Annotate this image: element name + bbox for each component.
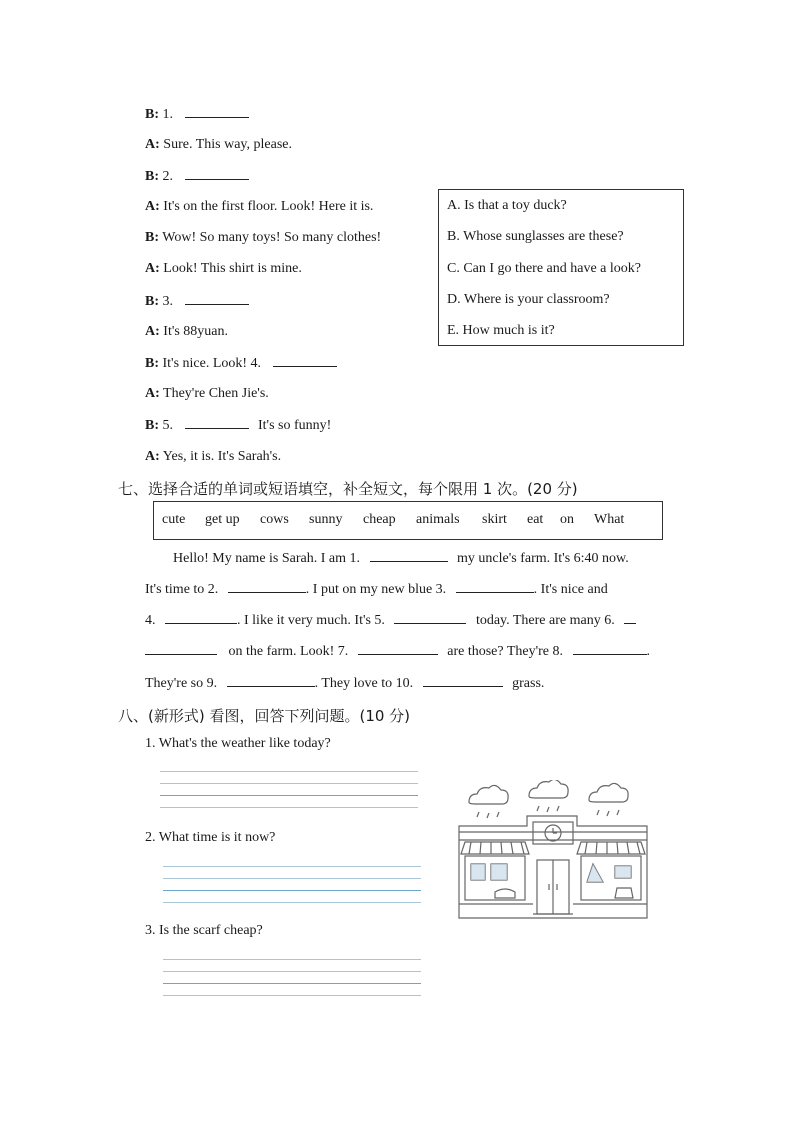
- dialog-text: It's nice. Look! 4.: [162, 356, 262, 371]
- option-d: D. Where is your classroom?: [447, 292, 610, 307]
- speaker: A:: [145, 137, 160, 152]
- writing-line[interactable]: [163, 866, 421, 867]
- passage-text: 4.: [145, 613, 156, 628]
- item-number: 1.: [162, 107, 173, 122]
- dialog-line-5: [145, 229, 381, 247]
- dialog-line-12: [145, 448, 281, 466]
- writing-line[interactable]: [163, 983, 421, 984]
- writing-line[interactable]: [163, 995, 421, 996]
- passage-text: They're so 9.: [145, 676, 218, 691]
- dialog-line-3: [145, 167, 249, 186]
- speaker: B:: [145, 294, 159, 309]
- word-bank-item: cows: [260, 512, 289, 527]
- speaker: A:: [145, 324, 160, 339]
- speaker: A:: [145, 199, 160, 214]
- passage-text: It's time to 2.: [145, 582, 219, 597]
- options-box: [438, 189, 684, 346]
- answer-blank[interactable]: [273, 354, 337, 367]
- answer-blank[interactable]: [185, 105, 249, 118]
- word-bank-item: skirt: [482, 512, 507, 527]
- writing-line[interactable]: [163, 890, 421, 891]
- speaker: A:: [145, 261, 160, 276]
- speaker: B:: [145, 418, 159, 433]
- passage-text: Hello! My name is Sarah. I am 1.: [173, 551, 361, 566]
- fill-blank-1[interactable]: [370, 549, 448, 562]
- passage-text: are those? They're 8.: [447, 644, 564, 659]
- passage-text: . I like it very much. It's 5.: [237, 613, 385, 628]
- option-c: C. Can I go there and have a look?: [447, 261, 641, 276]
- word-bank-item: animals: [416, 512, 460, 527]
- dialog-text: It's on the first floor. Look! Here it is.: [163, 199, 374, 214]
- dialog-line-7: [145, 292, 249, 311]
- dialog-text: They're Chen Jie's.: [163, 386, 269, 401]
- section8-title: 八、(新形式) 看图，回答下列问题。(10 分): [118, 707, 411, 725]
- rain-cloud-icon: [589, 783, 628, 816]
- word-bank: [153, 501, 663, 540]
- passage-text: on the farm. Look! 7.: [228, 644, 349, 659]
- option-a: A. Is that a toy duck?: [447, 198, 567, 213]
- passage-line-2: [145, 580, 608, 598]
- dialog-text: It's so funny!: [258, 418, 332, 433]
- passage-text: . It's nice and: [533, 582, 608, 597]
- speaker: B:: [145, 107, 159, 122]
- writing-line[interactable]: [160, 795, 418, 796]
- dialog-line-8: [145, 323, 228, 341]
- word-bank-item: get up: [205, 512, 240, 527]
- dialog-text: Sure. This way, please.: [163, 137, 292, 152]
- rain-cloud-icon: [469, 785, 508, 818]
- item-number: 3.: [162, 294, 173, 309]
- speaker: B:: [145, 230, 159, 245]
- store-illustration: [457, 780, 649, 920]
- passage-text: grass.: [512, 676, 545, 691]
- item-number: 2.: [162, 169, 173, 184]
- passage-text: . They love to 10.: [314, 676, 414, 691]
- option-b: B. Whose sunglasses are these?: [447, 229, 624, 244]
- fill-blank-10[interactable]: [423, 674, 503, 687]
- dialog-line-9: [145, 354, 337, 373]
- passage-text: . I put on my new blue 3.: [305, 582, 447, 597]
- question-3: 3. Is the scarf cheap?: [145, 923, 263, 938]
- passage-line-3: [145, 611, 636, 629]
- speaker: A:: [145, 386, 160, 401]
- fill-blank-5[interactable]: [394, 611, 466, 624]
- writing-line[interactable]: [160, 807, 418, 808]
- fill-blank-9[interactable]: [227, 674, 315, 687]
- word-bank-item: What: [594, 512, 625, 527]
- dialog-line-6: [145, 260, 302, 278]
- passage-text: today. There are many 6.: [475, 613, 615, 628]
- writing-line[interactable]: [163, 878, 421, 879]
- option-e: E. How much is it?: [447, 323, 555, 338]
- answer-blank[interactable]: [185, 292, 249, 305]
- dialog-line-2: [145, 136, 292, 154]
- passage-line-5: [145, 674, 544, 692]
- fill-blank-6[interactable]: [145, 642, 217, 655]
- rain-cloud-icon: [529, 780, 568, 812]
- answer-blank[interactable]: [185, 416, 249, 429]
- dialog-line-1: [145, 105, 249, 124]
- speaker: B:: [145, 356, 159, 371]
- passage-text: my uncle's farm. It's 6:40 now.: [457, 551, 629, 566]
- writing-line[interactable]: [163, 902, 421, 903]
- dialog-text: Yes, it is. It's Sarah's.: [162, 449, 282, 464]
- dialog-line-11: [145, 416, 331, 435]
- item-number: 5.: [162, 418, 173, 433]
- fill-blank-6-start[interactable]: [624, 611, 636, 624]
- fill-blank-3[interactable]: [456, 580, 534, 593]
- question-1: 1. What's the weather like today?: [145, 736, 331, 751]
- word-bank-item: on: [560, 512, 574, 527]
- fill-blank-7[interactable]: [358, 642, 438, 655]
- passage-line-1: [173, 549, 629, 567]
- dialog-line-4: [145, 198, 373, 216]
- word-bank-item: eat: [527, 512, 544, 527]
- passage-line-4: on the farm. Look! 7. are those? They're 8. .: [145, 642, 650, 660]
- section7-title: 七、选择合适的单词或短语填空，补全短文，每个限用 1 次。(20 分): [118, 480, 578, 498]
- fill-blank-4[interactable]: [165, 611, 237, 624]
- writing-line[interactable]: [160, 783, 418, 784]
- fill-blank-2[interactable]: [228, 580, 306, 593]
- dialog-text: It's 88yuan.: [163, 324, 229, 339]
- word-bank-item: cute: [162, 512, 186, 527]
- word-bank-item: sunny: [309, 512, 343, 527]
- question-2: 2. What time is it now?: [145, 830, 276, 845]
- fill-blank-8[interactable]: [573, 642, 647, 655]
- dialog-line-10: [145, 385, 269, 403]
- word-bank-item: cheap: [363, 512, 396, 527]
- speaker: B:: [145, 169, 159, 184]
- writing-line[interactable]: [163, 959, 421, 960]
- dialog-text: Wow! So many toys! So many clothes!: [162, 230, 382, 245]
- speaker: A:: [145, 449, 160, 464]
- writing-line[interactable]: [163, 971, 421, 972]
- writing-line[interactable]: [160, 771, 418, 772]
- dialog-text: Look! This shirt is mine.: [163, 261, 302, 276]
- answer-blank[interactable]: [185, 167, 249, 180]
